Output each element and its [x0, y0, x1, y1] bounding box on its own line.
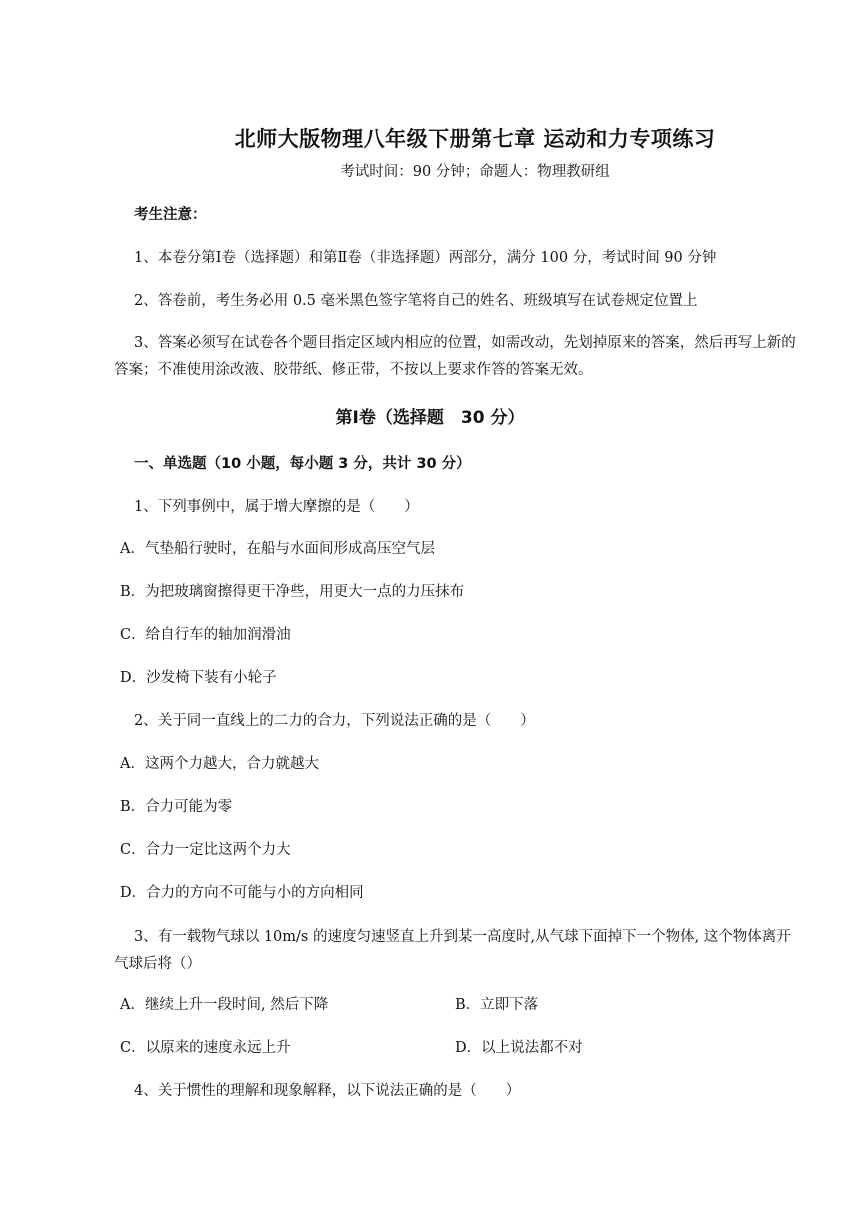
- notice-item-2: 2、答卷前，考生务必用 0.5 毫米黑色签字笔将自己的姓名、班级填写在试卷规定位置上: [134, 293, 698, 309]
- notice-item-1: 1、本卷分第Ⅰ卷（选择题）和第Ⅱ卷（非选择题）两部分，满分 100 分，考试时间 90 分钟: [134, 250, 717, 266]
- question-3-option-d: D．以上说法都不对: [455, 1040, 583, 1056]
- question-2-option-c: C．合力一定比这两个力大: [120, 842, 291, 858]
- question-2-option-a: A．这两个力越大，合力就越大: [120, 756, 319, 772]
- question-2-option-b: B．合力可能为零: [120, 799, 233, 815]
- question-3-option-b: B．立即下落: [455, 997, 539, 1013]
- question-2-stem: 2、关于同一直线上的二力的合力，下列说法正确的是（ ）: [134, 713, 535, 729]
- question-2-option-d: D．合力的方向不可能与小的方向相同: [120, 885, 364, 901]
- section-title: 第Ⅰ卷（选择题 30 分）: [335, 408, 525, 428]
- question-1-option-c: C．给自行车的轴加润滑油: [120, 627, 291, 643]
- notice-heading: 考生注意：: [134, 207, 207, 223]
- question-1-option-b: B．为把玻璃窗擦得更干净些，用更大一点的力压抹布: [120, 584, 465, 600]
- question-3-stem: 3、有一载物气球以 10m/s 的速度匀速竖直上升到某一高度时,从气球下面掉下一个物体, 这个物体离开气球后将（）: [114, 929, 791, 972]
- exam-info: 考试时间：90 分钟；命题人：物理教研组: [340, 164, 610, 180]
- question-1-stem: 1、下列事例中，属于增大摩擦的是（ ）: [134, 499, 419, 515]
- question-1-option-a: A．气垫船行驶时，在船与水面间形成高压空气层: [120, 541, 435, 557]
- page-title: 北师大版物理八年级下册第七章 运动和力专项练习: [234, 127, 716, 151]
- question-1-option-d: D．沙发椅下装有小轮子: [120, 670, 277, 686]
- question-3-option-c: C．以原来的速度永远上升: [120, 1040, 291, 1056]
- part-heading: 一、单选题（10 小题，每小题 3 分，共计 30 分）: [134, 456, 471, 472]
- question-4-stem: 4、关于惯性的理解和现象解释，以下说法正确的是（ ）: [134, 1083, 521, 1099]
- question-3-option-a: A．继续上升一段时间, 然后下降: [120, 997, 329, 1013]
- notice-item-3: 3、答案必须写在试卷各个题目指定区域内相应的位置，如需改动，先划掉原来的答案，然后再写上新的答案；不准使用涂改液、胶带纸、修正带，不按以上要求作答的答案无效。: [114, 335, 796, 378]
